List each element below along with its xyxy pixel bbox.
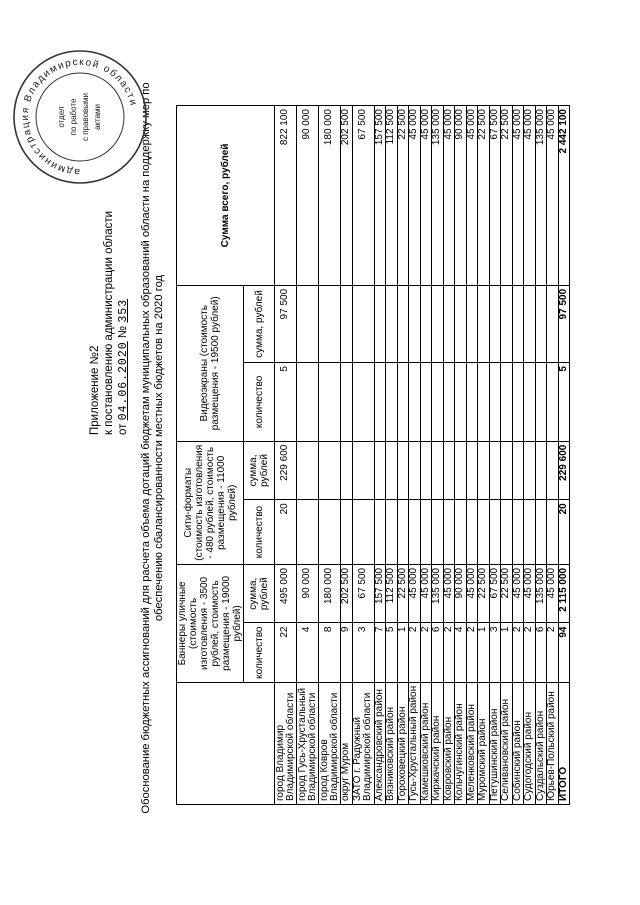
video-sum: [512, 285, 524, 362]
row-total: 202 500: [341, 106, 353, 286]
city-qty: [374, 500, 386, 565]
video-sum: [386, 285, 398, 362]
seal-line-3: с правовыми: [81, 92, 90, 142]
table-row: [512, 106, 524, 805]
row-total: 22 500: [397, 106, 409, 286]
banners-sum: 112 500: [386, 564, 398, 623]
row-name: Ковровский район: [443, 682, 455, 804]
city-qty: [397, 500, 409, 565]
city-sum: [443, 441, 455, 500]
row-total: 822 100: [275, 106, 297, 286]
video-sum: [478, 285, 490, 362]
banners-sum: 157 500: [374, 564, 386, 623]
row-total: 67 500: [352, 106, 374, 286]
video-qty: [466, 363, 478, 442]
col-banners-qty: количество: [244, 623, 275, 682]
city-sum: [455, 441, 467, 500]
table-row: [297, 106, 319, 805]
video-qty: [455, 363, 467, 442]
city-qty: [501, 500, 513, 565]
city-sum: [374, 441, 386, 500]
banners-sum: 45 000: [409, 564, 421, 623]
seal-line-1: отдел: [57, 106, 66, 128]
row-total: 45 000: [420, 106, 432, 286]
city-sum: [297, 441, 319, 500]
video-sum: [489, 285, 501, 362]
row-total: 45 000: [512, 106, 524, 286]
city-qty: 20: [558, 500, 570, 565]
banners-qty: 22: [275, 623, 297, 682]
banners-sum: 135 000: [432, 564, 444, 623]
video-sum: [397, 285, 409, 362]
city-sum: [466, 441, 478, 500]
video-sum: 97 500: [275, 285, 297, 362]
table-body: [275, 106, 570, 805]
video-sum: [341, 285, 353, 362]
video-sum: [297, 285, 319, 362]
banners-qty: 8: [319, 623, 341, 682]
city-sum: [319, 441, 341, 500]
city-sum: [420, 441, 432, 500]
video-sum: [420, 285, 432, 362]
banners-sum: 45 000: [466, 564, 478, 623]
video-qty: 5: [558, 363, 570, 442]
col-video-sum: сумма, рублей: [244, 285, 275, 362]
banners-sum: 45 000: [420, 564, 432, 623]
row-name: Муромский район: [478, 682, 490, 804]
city-sum: [512, 441, 524, 500]
video-qty: 5: [275, 363, 297, 442]
video-qty: [432, 363, 444, 442]
video-sum: [432, 285, 444, 362]
date-prefix: от: [117, 423, 129, 435]
city-qty: [443, 500, 455, 565]
banners-qty: 9: [341, 623, 353, 682]
row-total: 157 500: [374, 106, 386, 286]
banners-qty: 2: [512, 623, 524, 682]
banners-sum: 90 000: [297, 564, 319, 623]
seal-ring-text: администрация Владимирской области: [19, 56, 139, 178]
banners-sum: 67 500: [352, 564, 374, 623]
official-seal: [10, 47, 150, 187]
banners-sum: 45 000: [524, 564, 536, 623]
row-name: Гусь-Хрустальный район: [409, 682, 421, 804]
city-qty: [297, 500, 319, 565]
row-total: 45 000: [409, 106, 421, 286]
video-qty: [374, 363, 386, 442]
banners-sum: 495 000: [275, 564, 297, 623]
col-banners: Баннеры уличные (стоимость изготовления - 3500 рублей, стоимость размещения - 19000 рублей): [177, 564, 244, 682]
city-qty: [455, 500, 467, 565]
video-qty: [420, 363, 432, 442]
banners-sum: 2 115 000: [558, 564, 570, 623]
banners-qty: 94: [558, 623, 570, 682]
banners-qty: 1: [501, 623, 513, 682]
number-prefix: №: [117, 325, 129, 339]
row-total: 22 500: [478, 106, 490, 286]
row-name: Александровский район: [374, 682, 386, 804]
row-name: Камешковский район: [420, 682, 432, 804]
banners-qty: 2: [524, 623, 536, 682]
banners-sum: 45 000: [547, 564, 559, 623]
video-sum: [409, 285, 421, 362]
row-name: Гороховецкий район: [397, 682, 409, 804]
video-qty: [501, 363, 513, 442]
banners-qty: 3: [489, 623, 501, 682]
row-name: Вязниковский район: [386, 682, 398, 804]
row-total: 135 000: [432, 106, 444, 286]
city-sum: [397, 441, 409, 500]
row-name: Юрьев-Польский район: [547, 682, 559, 804]
city-sum: [432, 441, 444, 500]
table-row: [432, 106, 444, 805]
city-sum: [386, 441, 398, 500]
city-sum: 229 600: [275, 441, 297, 500]
row-total: 2 442 100: [558, 106, 570, 286]
city-sum: [501, 441, 513, 500]
row-name: Селивановский район: [501, 682, 513, 804]
city-qty: [409, 500, 421, 565]
banners-qty: 6: [432, 623, 444, 682]
row-total: 180 000: [319, 106, 341, 286]
row-total: 112 500: [386, 106, 398, 286]
banners-sum: 22 500: [501, 564, 513, 623]
row-name: Суздальский район: [535, 682, 547, 804]
banners-qty: 1: [397, 623, 409, 682]
table-row: [489, 106, 501, 805]
row-name: Судогодский район: [524, 682, 536, 804]
row-name: ИТОГО: [558, 682, 570, 804]
city-sum: [524, 441, 536, 500]
banners-qty: 2: [409, 623, 421, 682]
table-row: [466, 106, 478, 805]
city-qty: [432, 500, 444, 565]
col-city-sum: сумма, рублей: [244, 441, 275, 500]
city-qty: [319, 500, 341, 565]
seal-line-4: актами: [93, 103, 102, 131]
appendix-resolution: к постановлению администрации области: [103, 210, 115, 435]
video-qty: [297, 363, 319, 442]
total-row: [558, 106, 570, 805]
city-sum: [478, 441, 490, 500]
banners-qty: 5: [386, 623, 398, 682]
table-row: [455, 106, 467, 805]
city-sum: [547, 441, 559, 500]
city-sum: [341, 441, 353, 500]
banners-qty: 2: [420, 623, 432, 682]
city-qty: [512, 500, 524, 565]
banners-sum: 90 000: [455, 564, 467, 623]
video-sum: [466, 285, 478, 362]
row-total: 45 000: [547, 106, 559, 286]
table-row: [535, 106, 547, 805]
city-qty: 20: [275, 500, 297, 565]
banners-sum: 180 000: [319, 564, 341, 623]
banners-qty: 2: [443, 623, 455, 682]
col-video-qty: количество: [244, 363, 275, 442]
video-sum: [524, 285, 536, 362]
video-qty: [352, 363, 374, 442]
budget-table: [176, 105, 570, 805]
video-sum: [547, 285, 559, 362]
video-sum: [455, 285, 467, 362]
video-sum: [352, 285, 374, 362]
table-row: [275, 106, 297, 805]
banners-sum: 45 000: [512, 564, 524, 623]
video-qty: [535, 363, 547, 442]
video-qty: [386, 363, 398, 442]
video-sum: [443, 285, 455, 362]
table-row: [374, 106, 386, 805]
seal-line-2: по работе: [69, 98, 78, 136]
video-qty: [547, 363, 559, 442]
city-sum: 229 600: [558, 441, 570, 500]
city-qty: [386, 500, 398, 565]
banners-qty: 6: [535, 623, 547, 682]
banners-sum: 45 000: [443, 564, 455, 623]
video-qty: [478, 363, 490, 442]
row-name: город Владимир Владимирской области: [275, 682, 297, 804]
resolution-number: 353: [117, 298, 130, 323]
col-video-screens: Видеоэкраны (стоимость размещения - 19500 рублей): [177, 285, 244, 441]
city-sum: [352, 441, 374, 500]
document-title: Обоснование бюджетных ассигнований для расчета объема дотаций бюджетам муниципальных образований области на поддержку мер по обеспечению сбалансированности местных бюджетов на 2020 год: [140, 82, 165, 814]
city-qty: [489, 500, 501, 565]
row-name: Меленковский район: [466, 682, 478, 804]
video-sum: [319, 285, 341, 362]
banners-sum: 22 500: [397, 564, 409, 623]
row-name: ЗАТО г. Радужный Владимирской области: [352, 682, 374, 804]
banners-sum: 67 500: [489, 564, 501, 623]
col-total: Сумма всего, рублей: [177, 106, 275, 286]
video-sum: [535, 285, 547, 362]
banners-qty: 4: [455, 623, 467, 682]
col-banners-sum: сумма, рублей: [244, 564, 275, 623]
video-qty: [443, 363, 455, 442]
banners-qty: 1: [478, 623, 490, 682]
appendix-label: Приложение №2: [89, 345, 101, 435]
video-qty: [512, 363, 524, 442]
video-qty: [319, 363, 341, 442]
row-name: Петушинский район: [489, 682, 501, 804]
video-qty: [341, 363, 353, 442]
row-total: 90 000: [455, 106, 467, 286]
city-sum: [489, 441, 501, 500]
col-city-formats: Сити-форматы (стоимость изготовления - 480 рублей, стоимость размещения - 11000 рублей): [177, 441, 244, 564]
table-row: [352, 106, 374, 805]
video-qty: [397, 363, 409, 442]
city-qty: [420, 500, 432, 565]
banners-qty: 4: [297, 623, 319, 682]
video-qty: [524, 363, 536, 442]
row-total: 90 000: [297, 106, 319, 286]
city-qty: [535, 500, 547, 565]
col-city-qty: количество: [244, 500, 275, 565]
row-name: округ Муром: [341, 682, 353, 804]
row-total: 67 500: [489, 106, 501, 286]
banners-qty: 2: [547, 623, 559, 682]
city-qty: [478, 500, 490, 565]
banners-sum: 135 000: [535, 564, 547, 623]
row-total: 22 500: [501, 106, 513, 286]
city-sum: [535, 441, 547, 500]
row-total: 45 000: [443, 106, 455, 286]
city-qty: [547, 500, 559, 565]
table-row: [386, 106, 398, 805]
city-qty: [466, 500, 478, 565]
video-sum: [501, 285, 513, 362]
banners-sum: 22 500: [478, 564, 490, 623]
video-qty: [409, 363, 421, 442]
row-name: Собинский район: [512, 682, 524, 804]
row-name: Кольчугинский район: [455, 682, 467, 804]
table-row: [524, 106, 536, 805]
city-qty: [341, 500, 353, 565]
city-sum: [409, 441, 421, 500]
row-name: город Гусь-Хрустальный Владимирской области: [297, 682, 319, 804]
table-row: [341, 106, 353, 805]
table-row: [319, 106, 341, 805]
table-row: [547, 106, 559, 805]
video-sum: 97 500: [558, 285, 570, 362]
video-qty: [489, 363, 501, 442]
row-total: 45 000: [466, 106, 478, 286]
table-row: [420, 106, 432, 805]
table-row: [478, 106, 490, 805]
row-name: Киржачский район: [432, 682, 444, 804]
banners-qty: 3: [352, 623, 374, 682]
table-row: [501, 106, 513, 805]
resolution-date: 04.06.2020: [117, 341, 130, 421]
table-row: [397, 106, 409, 805]
video-sum: [374, 285, 386, 362]
table-row: [409, 106, 421, 805]
city-qty: [352, 500, 374, 565]
row-name: город Ковров Владимирской области: [319, 682, 341, 804]
svg-text:администрация Владимирской обл: [20, 57, 139, 177]
banners-sum: 202 500: [341, 564, 353, 623]
row-total: 45 000: [524, 106, 536, 286]
banners-qty: 2: [466, 623, 478, 682]
col-municipality: [177, 682, 275, 804]
city-qty: [524, 500, 536, 565]
banners-qty: 7: [374, 623, 386, 682]
row-total: 135 000: [535, 106, 547, 286]
table-row: [443, 106, 455, 805]
